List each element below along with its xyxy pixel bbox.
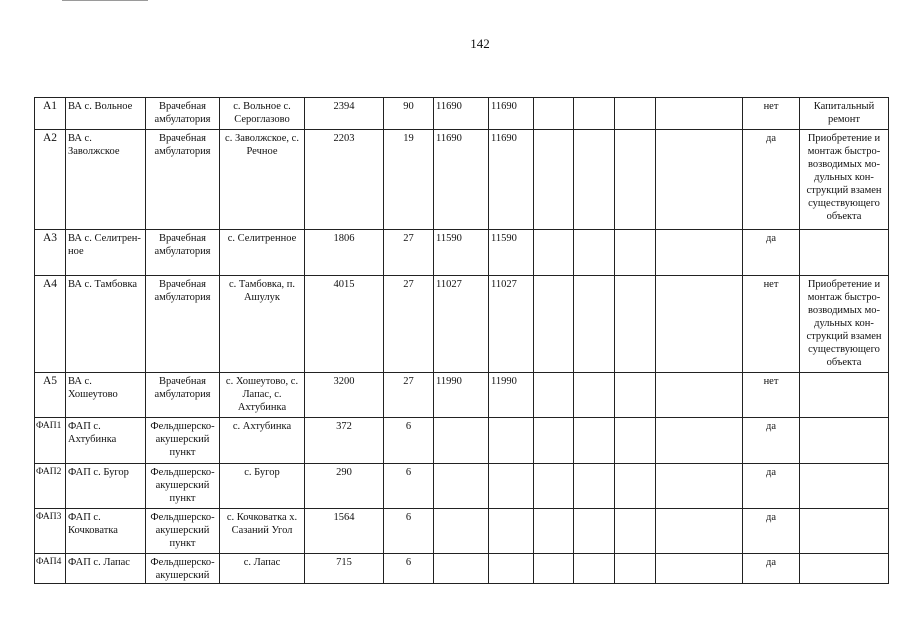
value-col-7: [656, 509, 743, 554]
value-col-3: [489, 418, 534, 464]
value-col-1: 6: [384, 464, 434, 509]
value-col-6: [615, 509, 656, 554]
value-col-3: 11027: [489, 276, 534, 373]
value-col-7: [656, 230, 743, 276]
value-col-3: [489, 509, 534, 554]
value-col-2: 11690: [434, 130, 489, 230]
facility-type: Врачебная амбулатория: [146, 98, 220, 130]
table-row: [35, 554, 889, 584]
facility-type: Фельдшерско-акушерский пункт: [146, 509, 220, 554]
facility-name: ФАП с. Кочковатка: [66, 509, 146, 554]
table-row: [35, 464, 889, 509]
value-col-5: [574, 464, 615, 509]
yes-no-flag: нет: [743, 98, 800, 130]
row-code: ФАП4: [35, 554, 66, 584]
value-col-3: [489, 554, 534, 584]
value-col-6: [615, 554, 656, 584]
value-col-5: [574, 418, 615, 464]
settlements-served: с. Хошеутово, с. Лапас, с. Ахтубинка: [220, 373, 305, 418]
facility-type: Врачебная амбулатория: [146, 130, 220, 230]
value-col-2: [434, 464, 489, 509]
planned-measure: [800, 230, 889, 276]
facilities-table: [34, 97, 889, 584]
top-rule: [62, 0, 148, 1]
planned-measure: Капитальный ремонт: [800, 98, 889, 130]
value-col-6: [615, 373, 656, 418]
value-col-3: 11690: [489, 130, 534, 230]
value-col-6: [615, 130, 656, 230]
facility-type: Врачебная амбулатория: [146, 276, 220, 373]
value-col-1: 6: [384, 509, 434, 554]
yes-no-flag: да: [743, 418, 800, 464]
value-col-3: 11590: [489, 230, 534, 276]
row-code: А2: [35, 130, 66, 230]
value-col-4: [534, 373, 574, 418]
facility-name: ФАП с. Бугор: [66, 464, 146, 509]
planned-measure: [800, 418, 889, 464]
planned-measure: Приобретение и монтаж быстро-возводимых мо-дульных кон-струкций взамен существующего объекта: [800, 276, 889, 373]
settlements-served: с. Кочковатка х. Сазаний Угол: [220, 509, 305, 554]
table-row: [35, 130, 889, 230]
value-col-2: 11990: [434, 373, 489, 418]
facility-type: Врачебная амбулатория: [146, 230, 220, 276]
facility-type: Фельдшерско-акушерский пункт: [146, 464, 220, 509]
yes-no-flag: нет: [743, 373, 800, 418]
population-count: 2203: [305, 130, 384, 230]
value-col-7: [656, 276, 743, 373]
row-code: ФАП3: [35, 509, 66, 554]
value-col-1: 27: [384, 373, 434, 418]
yes-no-flag: да: [743, 230, 800, 276]
row-code: ФАП2: [35, 464, 66, 509]
value-col-3: [489, 464, 534, 509]
yes-no-flag: да: [743, 509, 800, 554]
facility-name: ВА с. Селитрен-ное: [66, 230, 146, 276]
value-col-4: [534, 130, 574, 230]
value-col-2: 11590: [434, 230, 489, 276]
value-col-1: 19: [384, 130, 434, 230]
row-code: А1: [35, 98, 66, 130]
row-code: А4: [35, 276, 66, 373]
population-count: 4015: [305, 276, 384, 373]
value-col-7: [656, 464, 743, 509]
settlements-served: с. Заволжское, с. Речное: [220, 130, 305, 230]
value-col-2: [434, 509, 489, 554]
settlements-served: с. Ахтубинка: [220, 418, 305, 464]
value-col-7: [656, 130, 743, 230]
value-col-4: [534, 418, 574, 464]
value-col-1: 6: [384, 554, 434, 584]
value-col-1: 90: [384, 98, 434, 130]
facility-name: ФАП с. Лапас: [66, 554, 146, 584]
value-col-5: [574, 230, 615, 276]
value-col-1: 6: [384, 418, 434, 464]
facility-type: Фельдшерско-акушерский: [146, 554, 220, 584]
row-code: А5: [35, 373, 66, 418]
value-col-3: 11690: [489, 98, 534, 130]
facility-name: ФАП с. Ахтубинка: [66, 418, 146, 464]
value-col-6: [615, 418, 656, 464]
planned-measure: Приобретение и монтаж быстро-возводимых мо-дульных кон-струкций взамен существующего объекта: [800, 130, 889, 230]
row-code: А3: [35, 230, 66, 276]
value-col-1: 27: [384, 230, 434, 276]
table-row: [35, 276, 889, 373]
planned-measure: [800, 509, 889, 554]
value-col-5: [574, 554, 615, 584]
value-col-5: [574, 276, 615, 373]
table-row: [35, 373, 889, 418]
yes-no-flag: да: [743, 464, 800, 509]
value-col-4: [534, 509, 574, 554]
population-count: 2394: [305, 98, 384, 130]
settlements-served: с. Бугор: [220, 464, 305, 509]
value-col-7: [656, 554, 743, 584]
facility-name: ВА с. Тамбовка: [66, 276, 146, 373]
settlements-served: с. Селитренное: [220, 230, 305, 276]
facility-type: Врачебная амбулатория: [146, 373, 220, 418]
population-count: 1806: [305, 230, 384, 276]
yes-no-flag: да: [743, 554, 800, 584]
settlements-served: с. Вольное с. Сероглазово: [220, 98, 305, 130]
value-col-4: [534, 554, 574, 584]
table-row: [35, 230, 889, 276]
planned-measure: [800, 373, 889, 418]
value-col-7: [656, 418, 743, 464]
value-col-7: [656, 373, 743, 418]
table-row: [35, 98, 889, 130]
facility-name: ВА с. Хошеутово: [66, 373, 146, 418]
value-col-4: [534, 464, 574, 509]
value-col-6: [615, 464, 656, 509]
population-count: 3200: [305, 373, 384, 418]
value-col-2: [434, 554, 489, 584]
population-count: 290: [305, 464, 384, 509]
row-code: ФАП1: [35, 418, 66, 464]
value-col-6: [615, 276, 656, 373]
value-col-2: [434, 418, 489, 464]
value-col-1: 27: [384, 276, 434, 373]
table-row: [35, 418, 889, 464]
value-col-5: [574, 130, 615, 230]
planned-measure: [800, 554, 889, 584]
population-count: 1564: [305, 509, 384, 554]
value-col-4: [534, 276, 574, 373]
value-col-4: [534, 98, 574, 130]
page-number: 142: [470, 36, 490, 51]
yes-no-flag: да: [743, 130, 800, 230]
value-col-2: 11027: [434, 276, 489, 373]
population-count: 715: [305, 554, 384, 584]
facility-name: ВА с. Вольное: [66, 98, 146, 130]
value-col-3: 11990: [489, 373, 534, 418]
value-col-5: [574, 509, 615, 554]
value-col-4: [534, 230, 574, 276]
value-col-6: [615, 98, 656, 130]
yes-no-flag: нет: [743, 276, 800, 373]
facility-type: Фельдшерско-акушерский пункт: [146, 418, 220, 464]
value-col-7: [656, 98, 743, 130]
planned-measure: [800, 464, 889, 509]
settlements-served: с. Тамбовка, п. Ашулук: [220, 276, 305, 373]
settlements-served: с. Лапас: [220, 554, 305, 584]
value-col-6: [615, 230, 656, 276]
table-row: [35, 509, 889, 554]
facility-name: ВА с. Заволжское: [66, 130, 146, 230]
value-col-2: 11690: [434, 98, 489, 130]
population-count: 372: [305, 418, 384, 464]
value-col-5: [574, 98, 615, 130]
value-col-5: [574, 373, 615, 418]
